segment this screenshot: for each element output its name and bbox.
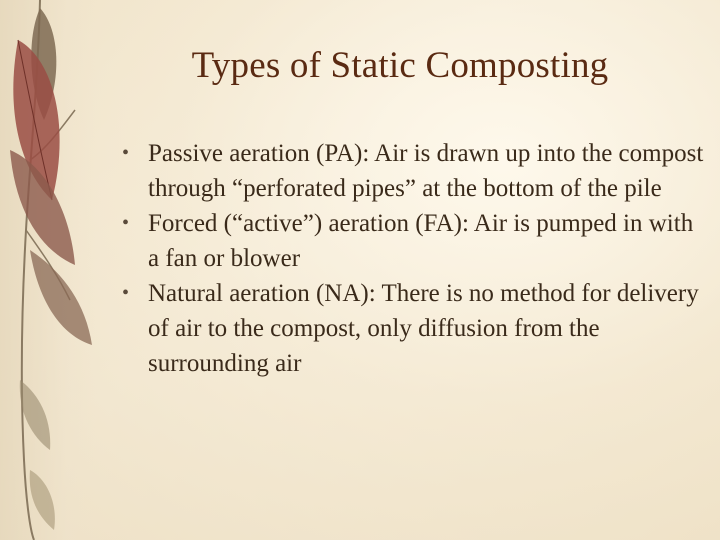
bullet-item	[120, 276, 710, 381]
bullet-text: Natural aeration (NA): There is no method for delivery of air to the compost, only diffusion from the surrounding air	[148, 280, 699, 377]
bullet-icon: •	[122, 212, 130, 234]
bullet-item	[120, 206, 710, 276]
bullet-text: Forced (“active”) aeration (FA): Air is pumped in with a fan or blower	[148, 210, 694, 272]
slide-title: Types of Static Composting	[191, 45, 609, 86]
bullet-list	[120, 136, 710, 381]
bullet-icon: •	[122, 282, 130, 304]
bullet-icon: •	[122, 142, 130, 164]
bullet-item	[120, 136, 710, 206]
bullet-text: Passive aeration (PA): Air is drawn up into the compost through “perforated pipes” at the bottom of the pile	[148, 140, 704, 202]
